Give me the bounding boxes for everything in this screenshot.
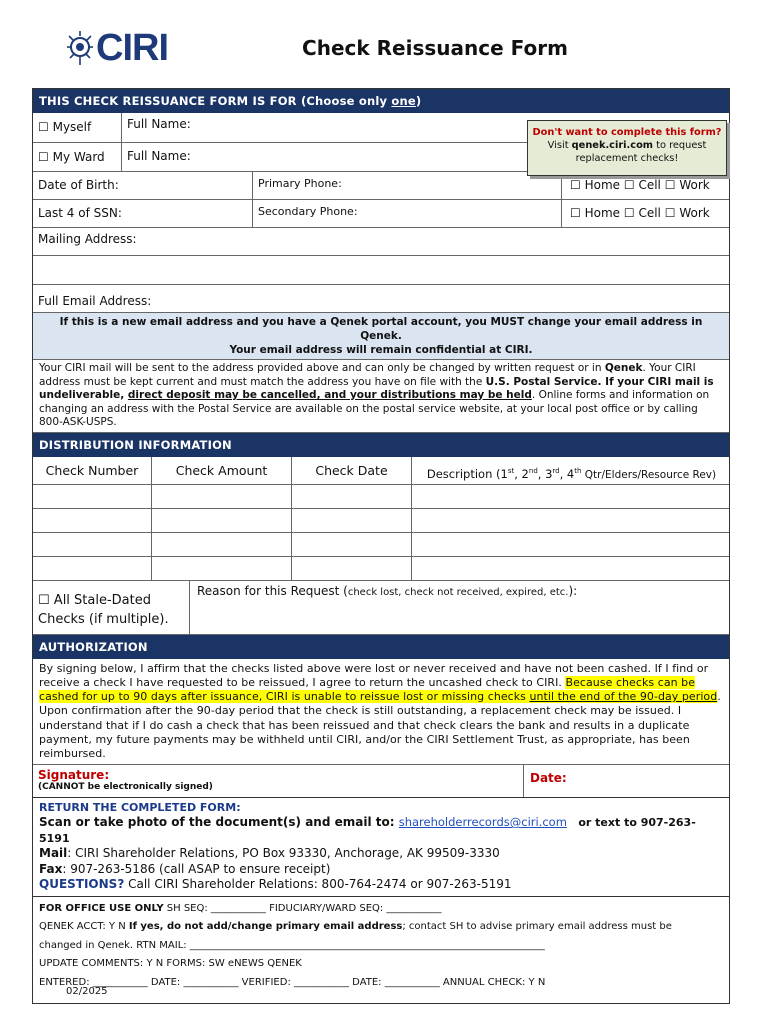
- dob-field[interactable]: [33, 172, 253, 199]
- office-l2a: QENEK ACCT: Y N: [39, 921, 129, 933]
- desc-4: , 4: [559, 466, 575, 481]
- check-amount-input[interactable]: [152, 485, 292, 508]
- check-number-input[interactable]: [33, 485, 152, 508]
- return-scan-line: [39, 815, 723, 846]
- logo-text: CIRI: [96, 27, 168, 69]
- email-field[interactable]: [33, 285, 729, 313]
- page-title: Check Reissuance Form: [302, 36, 568, 60]
- stale-dated-option[interactable]: [33, 581, 190, 634]
- mail-t5: direct deposit may be cancelled, and your distributions may be held: [127, 389, 532, 401]
- check-amount-input[interactable]: [152, 509, 292, 532]
- return-questions-line: [39, 877, 723, 893]
- check-date-input[interactable]: [292, 485, 412, 508]
- bar-prefix: THIS CHECK REISSUANCE FORM IS FOR (Choose only: [39, 94, 392, 108]
- auth-t2: Because checks can be cashed for up to 90 days after issuance, CIRI is unable to reissue lost or missing checks: [39, 675, 696, 704]
- return-q-label: QUESTIONS?: [39, 877, 125, 892]
- opt-cell: Cell: [638, 206, 661, 220]
- office-l2b: If yes, do not add/change primary email address: [128, 921, 403, 933]
- date-label: Date:: [530, 770, 567, 785]
- stale-label-1: All Stale-Dated: [53, 592, 151, 608]
- office-line5: ENTERED: ___________ DATE: ___________ VERIFIED: ___________ DATE: ___________ ANNUAL CHECK: Y N: [39, 976, 546, 988]
- office-line1: [39, 900, 723, 919]
- reason-tail: ):: [568, 583, 578, 598]
- description-input[interactable]: [412, 485, 731, 508]
- row-reason: [33, 581, 729, 635]
- distribution-row: [33, 533, 729, 557]
- opt-home: Home: [584, 206, 621, 220]
- col-check-amount: Check Amount: [152, 457, 292, 484]
- my-ward-checkbox-icon[interactable]: ☐: [38, 150, 49, 164]
- home-checkbox-icon[interactable]: ☐: [570, 206, 581, 220]
- reason-hint: check lost, check not received, expired, etc.: [347, 586, 569, 598]
- auth-t4: . Upon confirmation after the 90-day period that the check is still outstanding, a replacement check may be issued. I understand that if I do cash a check that has been reissued and that check clears the bank and results in a duplicate payment, my future payments may be withheld until CIRI, and/or the CIRI Settlement Trust, as appropriate, has been reimbursed.: [39, 690, 721, 761]
- distribution-row: [33, 485, 729, 509]
- callout-line2: replacement checks!: [575, 153, 679, 164]
- callout-link[interactable]: qenek.ciri.com: [571, 140, 654, 151]
- description-input[interactable]: [412, 557, 731, 580]
- auth-t1: By signing below, I affirm that the checks listed above were lost or never received and have not been cashed. If I find or receive a check I have requested to be reissued, I agree to return the uncashed check to CIRI.: [39, 661, 709, 689]
- primary-phone-type: [562, 172, 731, 199]
- stale-dated-checkbox-icon[interactable]: ☐: [38, 592, 50, 608]
- mail-t2: Qenek: [604, 362, 643, 374]
- mail-t6: . Online forms and information on changing an address with the Postal Service are available on the postal service website, at your local post office or by calling 800-ASK-USPS.: [39, 389, 710, 428]
- primary-phone-label: Primary Phone:: [258, 177, 342, 190]
- check-number-input[interactable]: [33, 557, 152, 580]
- dob-label: Date of Birth:: [38, 178, 119, 192]
- qenek-callout: [527, 120, 727, 176]
- return-instructions: [33, 798, 729, 897]
- cell-checkbox-icon[interactable]: ☐: [623, 206, 635, 220]
- check-amount-input[interactable]: [152, 557, 292, 580]
- secondary-phone-type: [562, 200, 731, 227]
- opt-home: Home: [584, 178, 621, 192]
- return-fax-line: [39, 862, 723, 878]
- work-checkbox-icon[interactable]: ☐: [664, 206, 676, 220]
- cell-checkbox-icon[interactable]: ☐: [623, 178, 635, 192]
- myself-full-name-field[interactable]: [122, 113, 522, 142]
- primary-phone-field[interactable]: [253, 172, 562, 199]
- bar-suffix: ): [415, 94, 422, 108]
- check-date-input[interactable]: [292, 557, 412, 580]
- stale-label-2: Checks (if multiple).: [38, 611, 169, 627]
- mail-address-paragraph: [33, 360, 729, 433]
- row-signature: [33, 765, 729, 798]
- signature-field[interactable]: [33, 765, 524, 797]
- desc-tail: Qtr/Elders/Resource Rev): [581, 468, 717, 481]
- ward-full-name-field[interactable]: [122, 143, 522, 171]
- section-bar-authorization: AUTHORIZATION: [33, 635, 729, 659]
- authorization-paragraph: [33, 659, 729, 765]
- desc-nd: nd: [528, 466, 538, 475]
- check-number-input[interactable]: [33, 533, 152, 556]
- myself-option[interactable]: [33, 113, 122, 142]
- check-date-input[interactable]: [292, 533, 412, 556]
- opt-cell: Cell: [638, 178, 661, 192]
- section-bar-distribution: DISTRIBUTION INFORMATION: [33, 433, 729, 457]
- auth-t3: until the end of the 90-day period: [529, 690, 718, 704]
- notice-line2: Your email address will remain confidential at CIRI.: [229, 344, 533, 356]
- distribution-row: [33, 557, 729, 581]
- desc-3: , 3: [537, 466, 553, 481]
- signature-note: (CANNOT be electronically signed): [38, 781, 213, 792]
- home-checkbox-icon[interactable]: ☐: [570, 178, 581, 192]
- full-name-label: Full Name:: [127, 117, 191, 131]
- callout-request: to request: [653, 140, 707, 151]
- secondary-phone-label: Secondary Phone:: [258, 205, 358, 218]
- myself-checkbox-icon[interactable]: ☐: [38, 120, 49, 134]
- mailing-address-line2[interactable]: [33, 256, 729, 285]
- notice-line1: If this is a new email address and you have a Qenek portal account, you MUST change your email address in Qenek.: [59, 316, 703, 342]
- mail-t3: . Your CIRI address must be kept current and must match the address you have on file with the: [39, 362, 696, 388]
- description-input[interactable]: [412, 509, 731, 532]
- col-check-date: Check Date: [292, 457, 412, 484]
- mailing-label: Mailing Address:: [38, 232, 137, 246]
- desc-rd: rd: [552, 466, 560, 475]
- return-q: Call CIRI Shareholder Relations: 800-764-2474 or 907-263-5191: [124, 877, 512, 892]
- check-reissuance-form: [32, 88, 730, 1004]
- office-line4: UPDATE COMMENTS: Y N FORMS: SW eNEWS QENEK: [39, 958, 302, 970]
- bar-emph: one: [391, 94, 416, 108]
- check-amount-input[interactable]: [152, 533, 292, 556]
- return-fax-label: Fax: [39, 861, 63, 876]
- return-heading: RETURN THE COMPLETED FORM:: [39, 800, 241, 814]
- mailing-address-field[interactable]: [33, 228, 729, 256]
- opt-work: Work: [679, 206, 710, 220]
- email-notice: [33, 313, 729, 360]
- desc-1: 1: [500, 466, 508, 481]
- col-description: [412, 457, 731, 484]
- callout-line1: [528, 139, 726, 152]
- my-ward-label: My Ward: [52, 150, 105, 164]
- desc-2: , 2: [514, 466, 529, 481]
- return-scan: Scan or take photo of the document(s) and email to:: [39, 815, 399, 830]
- mail-t1: Your CIRI mail will be sent to the address provided above and can only be changed by written request or in: [39, 362, 605, 374]
- signature-label: Signature:: [38, 767, 110, 782]
- revision-date: 02/2025: [66, 986, 108, 997]
- my-ward-option[interactable]: [33, 143, 122, 171]
- mail-t4: U.S. Postal Service. If your CIRI mail is undeliverable,: [39, 375, 714, 401]
- row-dob: [33, 172, 729, 200]
- ssn-label: Last 4 of SSN:: [38, 206, 122, 220]
- return-mail: : CIRI Shareholder Relations, PO Box 93330, Anchorage, AK 99509-3330: [67, 846, 500, 861]
- office-l2c: ; contact SH to advise primary email address must be: [402, 921, 672, 933]
- desc-th: th: [574, 466, 582, 475]
- return-fax: : 907-263-5186 (call ASAP to ensure receipt): [62, 861, 331, 876]
- office-use-section: [33, 897, 729, 1003]
- section-bar-applicant: [33, 89, 729, 113]
- full-name-label: Full Name:: [127, 149, 191, 163]
- reason-field[interactable]: [190, 581, 731, 634]
- work-checkbox-icon[interactable]: ☐: [664, 178, 676, 192]
- desc-st: st: [507, 466, 515, 475]
- ssn-field[interactable]: [33, 200, 253, 227]
- office-l1-bold: FOR OFFICE USE ONLY: [39, 902, 164, 914]
- office-line3: changed in Qenek. RTN MAIL: _______________________________________________________________________: [39, 939, 545, 951]
- secondary-phone-field[interactable]: [253, 200, 562, 227]
- return-email-link[interactable]: shareholderrecords@ciri.com: [398, 815, 567, 830]
- callout-visit: Visit: [547, 140, 572, 151]
- office-line2: [39, 918, 723, 937]
- return-mail-line: [39, 846, 723, 862]
- return-mail-label: Mail: [39, 846, 68, 861]
- distribution-header: [33, 457, 729, 485]
- col-check-number: Check Number: [33, 457, 152, 484]
- return-text: or text to 907-263-5191: [39, 816, 696, 845]
- desc-label: Description (: [426, 466, 501, 481]
- email-label: Full Email Address:: [38, 294, 152, 308]
- callout-title: Don't want to complete this form?: [532, 127, 722, 138]
- myself-label: Myself: [52, 120, 92, 134]
- check-number-input[interactable]: [33, 509, 152, 532]
- row-ssn: [33, 200, 729, 228]
- distribution-row: [33, 509, 729, 533]
- date-field[interactable]: [524, 765, 731, 797]
- opt-work: Work: [679, 178, 710, 192]
- check-date-input[interactable]: [292, 509, 412, 532]
- reason-label: Reason for this Request (: [197, 583, 348, 598]
- office-l1: SH SEQ: ___________ FIDUCIARY/WARD SEQ: ___________: [163, 902, 442, 914]
- description-input[interactable]: [412, 533, 731, 556]
